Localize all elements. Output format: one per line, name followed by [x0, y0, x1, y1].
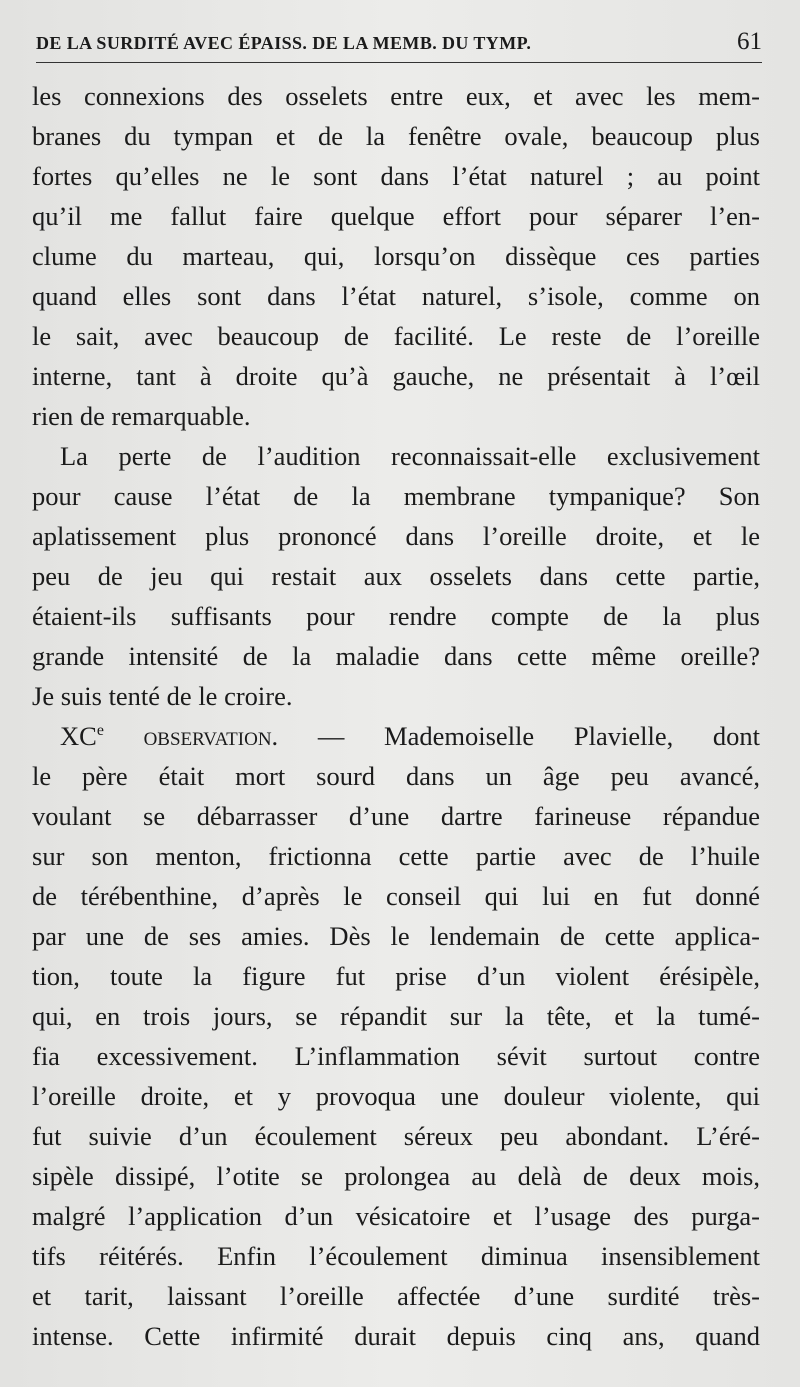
text-line: tifs réitérés. Enfin l’écoulement diminua insensiblement: [32, 1241, 760, 1271]
text-line: fia excessivement. L’inflammation sévit surtout contre: [32, 1041, 760, 1071]
text-line: de térébenthine, d’après le conseil qui lui en fut donné: [32, 881, 760, 911]
text-line: par une de ses amies. Dès le lendemain de cette applica-: [32, 921, 760, 951]
body-text: [32, 76, 760, 1356]
text-line: clume du marteau, qui, lorsqu’on dissèque ces parties: [32, 241, 760, 271]
text-line: sipèle dissipé, l’otite se prolongea au delà de deux mois,: [32, 1161, 760, 1191]
observation-heading-line: [32, 716, 760, 756]
text-line: Je suis tenté de le croire.: [32, 681, 293, 711]
observation-label: observation.: [143, 721, 279, 751]
observation-paragraph: [32, 716, 760, 1356]
text-line: branes du tympan et de la fenêtre ovale, beaucoup plus: [32, 121, 760, 151]
observation-numeral-suffix: e: [96, 722, 104, 740]
text-line: La perte de l’audition reconnaissait-elle exclusivement: [60, 441, 760, 471]
paragraph: [32, 76, 760, 436]
text-line: fortes qu’elles ne le sont dans l’état naturel ; au point: [32, 161, 760, 191]
text-line: le sait, avec beaucoup de facilité. Le reste de l’oreille: [32, 321, 760, 351]
text-line: rien de remarquable.: [32, 401, 251, 431]
text-line: interne, tant à droite qu’à gauche, ne présentait à l’œil: [32, 361, 760, 391]
text-line: le père était mort sourd dans un âge peu avancé,: [32, 761, 760, 791]
text-line: l’oreille droite, et y provoqua une douleur violente, qui: [32, 1081, 760, 1111]
text-line: voulant se débarrasser d’une dartre farineuse répandue: [32, 801, 760, 831]
observation-numeral: XC: [60, 721, 97, 751]
header-title: DE LA SURDITÉ AVEC ÉPAISS. DE LA MEMB. DU TYMP.: [36, 33, 532, 53]
page-number: 61: [737, 28, 762, 55]
paragraph: [32, 436, 760, 716]
text-line: tion, toute la figure fut prise d’un violent érésipèle,: [32, 961, 760, 991]
text-line: aplatissement plus prononcé dans l’oreille droite, et le: [32, 521, 760, 551]
text-line: malgré l’application d’un vésicatoire et l’usage des purga-: [32, 1201, 760, 1231]
text-line: les connexions des osselets entre eux, et avec les mem-: [32, 81, 760, 111]
text-line: peu de jeu qui restait aux osselets dans cette partie,: [32, 561, 760, 591]
text-line: intense. Cette infirmité durait depuis cinq ans, quand: [32, 1321, 760, 1351]
text-line: sur son menton, frictionna cette partie avec de l’huile: [32, 841, 760, 871]
text-line: étaient-ils suffisants pour rendre compte de la plus: [32, 601, 760, 631]
text-line: grande intensité de la maladie dans cette même oreille?: [32, 641, 760, 671]
text-line: fut suivie d’un écoulement séreux peu abondant. L’éré-: [32, 1121, 760, 1151]
text-line: et tarit, laissant l’oreille affectée d’une surdité très-: [32, 1281, 760, 1311]
text-line: — Mademoiselle Plavielle, dont: [317, 721, 760, 751]
text-line: quand elles sont dans l’état naturel, s’isole, comme on: [32, 281, 760, 311]
text-line: qu’il me fallut faire quelque effort pour séparer l’en-: [32, 201, 760, 231]
running-header: [36, 28, 762, 63]
text-line: pour cause l’état de la membrane tympanique? Son: [32, 481, 760, 511]
text-line: qui, en trois jours, se répandit sur la tête, et la tumé-: [32, 1001, 760, 1031]
